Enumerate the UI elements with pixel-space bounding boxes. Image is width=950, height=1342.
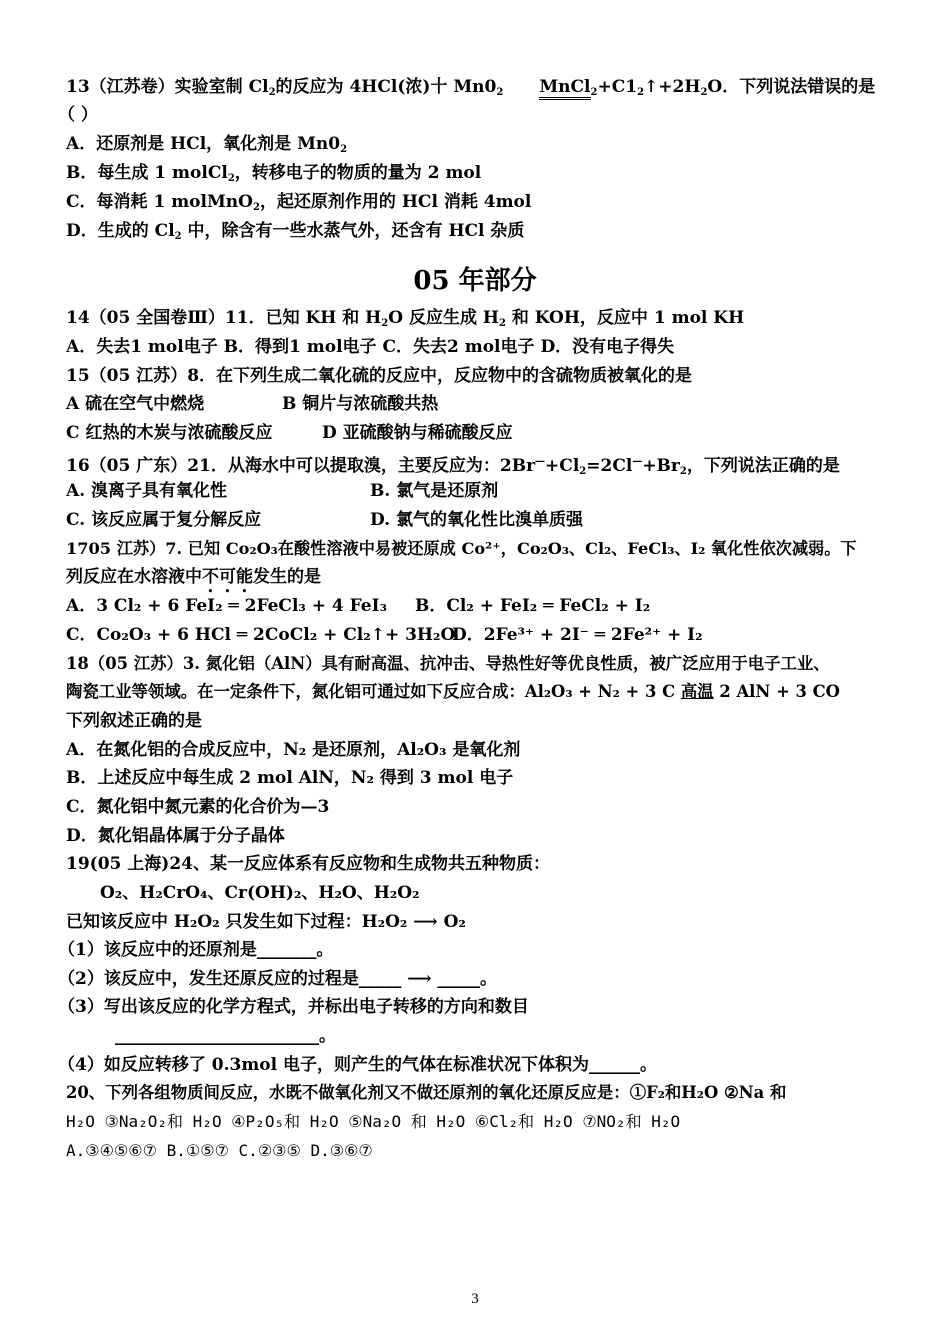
q19-part-2: （2）该反应中，发生还原反应的过程是_____ ⟶ _____。 [58, 969, 498, 989]
q16-option-b: B. 氯气是还原剂 [370, 481, 499, 501]
q13-option-c: C．每消耗 1 molMnO$_2$，起还原剂作用的 HCl 消耗 4mol [66, 192, 532, 213]
q14-stem: 14（05 全国卷Ⅲ）11．已知 KH 和 $H_2O$ 反应生成 $H_2$ 和 KOH，反应中 1 mol KH [66, 308, 745, 329]
q13-blank: （ ） [58, 105, 98, 125]
q19-substances: O₂、H₂CrO₄、Cr(OH)₂、H₂O、H₂O₂ [100, 883, 420, 903]
q16-option-a: A. 溴离子具有氧化性 [66, 481, 228, 501]
q19-stem: 19(05 上海)24、某一反应体系有反应物和生成物共五种物质： [66, 854, 550, 874]
q19-part-3-blank: ________________________。 [115, 1026, 336, 1046]
q15-option-a: A 硫在空气中燃烧 [66, 394, 205, 414]
q14-options: A．失去1 mol电子 B．得到1 mol电子 C．失去2 mol电子 D．没有电子得失 [66, 337, 675, 357]
page-number: 3 [471, 1291, 479, 1307]
q18-stem: 18（05 江苏）3. 氮化铝（AlN）具有耐高温、抗冲击、导热性好等优良性质，被广泛应用于电子工业、 [66, 654, 830, 673]
q19-part-1: （1）该反应中的还原剂是_______。 [58, 940, 334, 960]
q18-option-d: D．氮化铝晶体属于分子晶体 [66, 826, 285, 846]
q18-stem-3: 下列叙述正确的是 [66, 711, 202, 731]
q18-stem-2: 陶瓷工业等领域。在一定条件下，氮化铝可通过如下反应合成：Al₂O₃ + N₂ + 3 C 高温 2 AlN + 3 CO [66, 682, 840, 701]
q16-option-d: D. 氯气的氧化性比溴单质强 [370, 510, 583, 530]
q19-part-3: （3）写出该反应的化学方程式，并标出电子转移的方向和数目 [58, 997, 529, 1017]
q15-option-d: D 亚硫酸钠与稀硫酸反应 [322, 423, 513, 443]
q18-option-a: A．在氮化铝的合成反应中，N₂ 是还原剂，Al₂O₃ 是氧化剂 [66, 740, 521, 760]
q16-option-c: C. 该反应属于复分解反应 [66, 510, 262, 530]
q15-stem: 15（05 江苏）8．在下列生成二氧化硫的反应中，反应物中的含硫物质被氧化的是 [66, 366, 693, 386]
q15-option-b: B 铜片与浓硫酸共热 [282, 394, 439, 414]
q17-option-d: D．2Fe³⁺ + 2I⁻ ═ 2Fe²⁺ + I₂ [452, 625, 703, 645]
q20-stem: 20、下列各组物质间反应，水既不做氧化剂又不做还原剂的氧化还原反应是：①F₂和H₂O ②Na 和 [66, 1083, 787, 1102]
q17-stem-2: 列反应在水溶液中不可能发生的是 [66, 567, 321, 587]
q18-option-c: C．氮化铝中氮元素的化合价为—3 [66, 797, 330, 817]
q13-option-d: D．生成的 $Cl_2$ 中，除含有一些水蒸气外，还含有 HCl 杂质 [66, 221, 525, 242]
q20-options: A.③④⑤⑥⑦ B.①⑤⑦ C.②③⑤ D.③⑥⑦ [66, 1141, 373, 1160]
q18-option-b: B．上述反应中每生成 2 mol AlN，N₂ 得到 3 mol 电子 [66, 768, 514, 788]
q19-process: 已知该反应中 H₂O₂ 只发生如下过程：H₂O₂ ⟶ O₂ [66, 912, 466, 932]
q17-stem: 1705 江苏）7. 已知 Co₂O₃在酸性溶液中易被还原成 Co²⁺，Co₂O₃、Cl₂、FeCl₃、I₂ 氧化性依次减弱。下 [66, 539, 857, 558]
q13-option-b: B．每生成 1 molCl$_2$，转移电子的物质的量为 2 mol [66, 163, 482, 184]
q13-option-a: A．还原剂是 HCl，氧化剂是 $Mn0_2$ [66, 134, 348, 155]
q13-stem: 13（江苏卷）实验室制 $Cl_2$的反应为 4HCl(浓)十 $Mn0_2$ $MnCl_2+C1_2↑+2H_2O$．下列说法错误的是 [66, 77, 876, 98]
q17-option-c: C．Co₂O₃ + 6 HCl ═ 2CoCl₂ + Cl₂↑+ 3H₂O [66, 625, 456, 645]
q19-part-4: （4）如反应转移了 0.3mol 电子，则产生的气体在标准状况下体积为______。 [58, 1055, 658, 1075]
q16-stem: 16（05 广东）21．从海水中可以提取溴，主要反应为：$2Br^—+Cl_2=2Cl^—+Br_2$，下列说法正确的是 [66, 456, 840, 477]
q15-option-c: C 红热的木炭与浓硫酸反应 [66, 423, 273, 443]
q17-option-b: B．Cl₂ + FeI₂ ═ FeCl₂ + I₂ [415, 596, 651, 616]
section-heading: 05 年部分 [413, 266, 537, 296]
q20-stem-2: H₂O ③Na₂O₂和 H₂O ④P₂O₅和 H₂O ⑤Na₂O 和 H₂O ⑥Cl₂和 H₂O ⑦NO₂和 H₂O [66, 1112, 681, 1131]
q17-option-a: A．3 Cl₂ + 6 FeI₂ ═ 2FeCl₃ + 4 FeI₃ [66, 596, 388, 616]
